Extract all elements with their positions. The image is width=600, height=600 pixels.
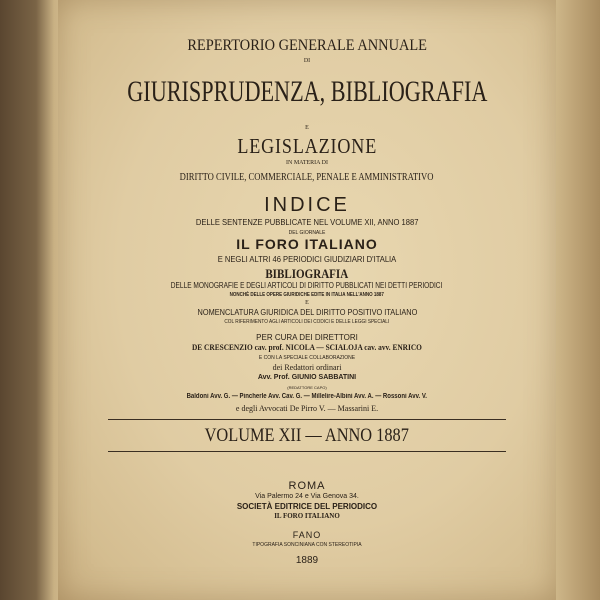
indice-line-3: E NEGLI ALTRI 46 PERIODICI GIUDIZIARI D'ITALIA [217,255,397,264]
publication-year: 1889 [295,555,319,566]
per-cura-dei-direttori: PER CURA DEI DIRETTORI [256,333,358,342]
riferimento-line: COL RIFERIMENTO AGLI ARTICOLI DEI CODICI E DELLE LEGGI SPECIALI [224,319,390,325]
legislazione-title: LEGISLAZIONE [237,134,377,158]
printer-city: FANO [292,530,322,540]
nomenclatura-line: NOMENCLATURA GIURIDICA DEL DIRITTO POSITIVO ITALIANO [197,308,417,317]
divider-lower [108,451,506,452]
del-giornale: DEL GIORNALE [288,230,326,236]
bibliografia-heading: BIBLIOGRAFIA [265,266,349,281]
in-materia-di: IN MATERIA DI [286,160,328,166]
redattore-capo-name: Avv. Prof. GIUNIO SABBATINI [257,374,357,381]
bibliografia-line-2: NONCHÈ DELLE OPERE GIURIDICHE EDITE IN ITALIA NELL'ANNO 1887 [229,292,385,298]
title-page-content [58,0,556,600]
imprint-publisher-1: SOCIETÀ EDITRICE DEL PERIODICO [236,502,378,511]
series-title: REPERTORIO GENERALE ANNUALE [187,37,427,54]
avvocati-list: e degli Avvocati De Pirro V. — Massarini E. [235,404,379,413]
connector-e: E [305,125,309,131]
imprint-city: ROMA [288,480,326,492]
main-title: GIURISPRUDENZA, BIBLIOGRAFIA [126,75,488,108]
volume-line: VOLUME XII — ANNO 1887 [204,425,410,446]
directors-names: DE CRESCENZIO cav. prof. NICOLA — SCIALOJA cav. avv. ENRICO [192,343,422,352]
page-edge [556,0,600,600]
connector-e-2: E [305,300,309,306]
imprint-publisher-2: IL FORO ITALIANO [274,512,340,520]
printer-name: TIPOGRAFIA SONCINIANA CON STEREOTIPIA [252,542,362,548]
redattore-capo-label: (REDATTORE CAPO) [287,385,327,390]
redattori-list: Baldoni Avv. G. — Pincherle Avv. Cav. G. — Millelire-Albini Avv. A. — Rossoni Avv. V. [186,393,428,400]
subject-matters: DIRITTO CIVILE, COMMERCIALE, PENALE E AMMINISTRATIVO [180,172,434,183]
connector-di: DI [303,58,311,64]
indice-heading: INDICE [264,194,350,216]
speciale-collaborazione: E CON LA SPECIALE COLLABORAZIONE [258,355,356,361]
redattori-ordinari: dei Redattori ordinari [272,363,342,372]
bibliografia-line-1: DELLE MONOGRAFIE E DEGLI ARTICOLI DI DIRITTO PUBBLICATI NEI DETTI PERIODICI [171,281,443,290]
journal-name: IL FORO ITALIANO [236,236,378,252]
imprint-address: Via Palermo 24 e Via Genova 34. [255,493,359,500]
divider-upper [108,419,506,420]
indice-line-1: DELLE SENTENZE PUBBLICATE NEL VOLUME XII, ANNO 1887 [195,218,419,227]
